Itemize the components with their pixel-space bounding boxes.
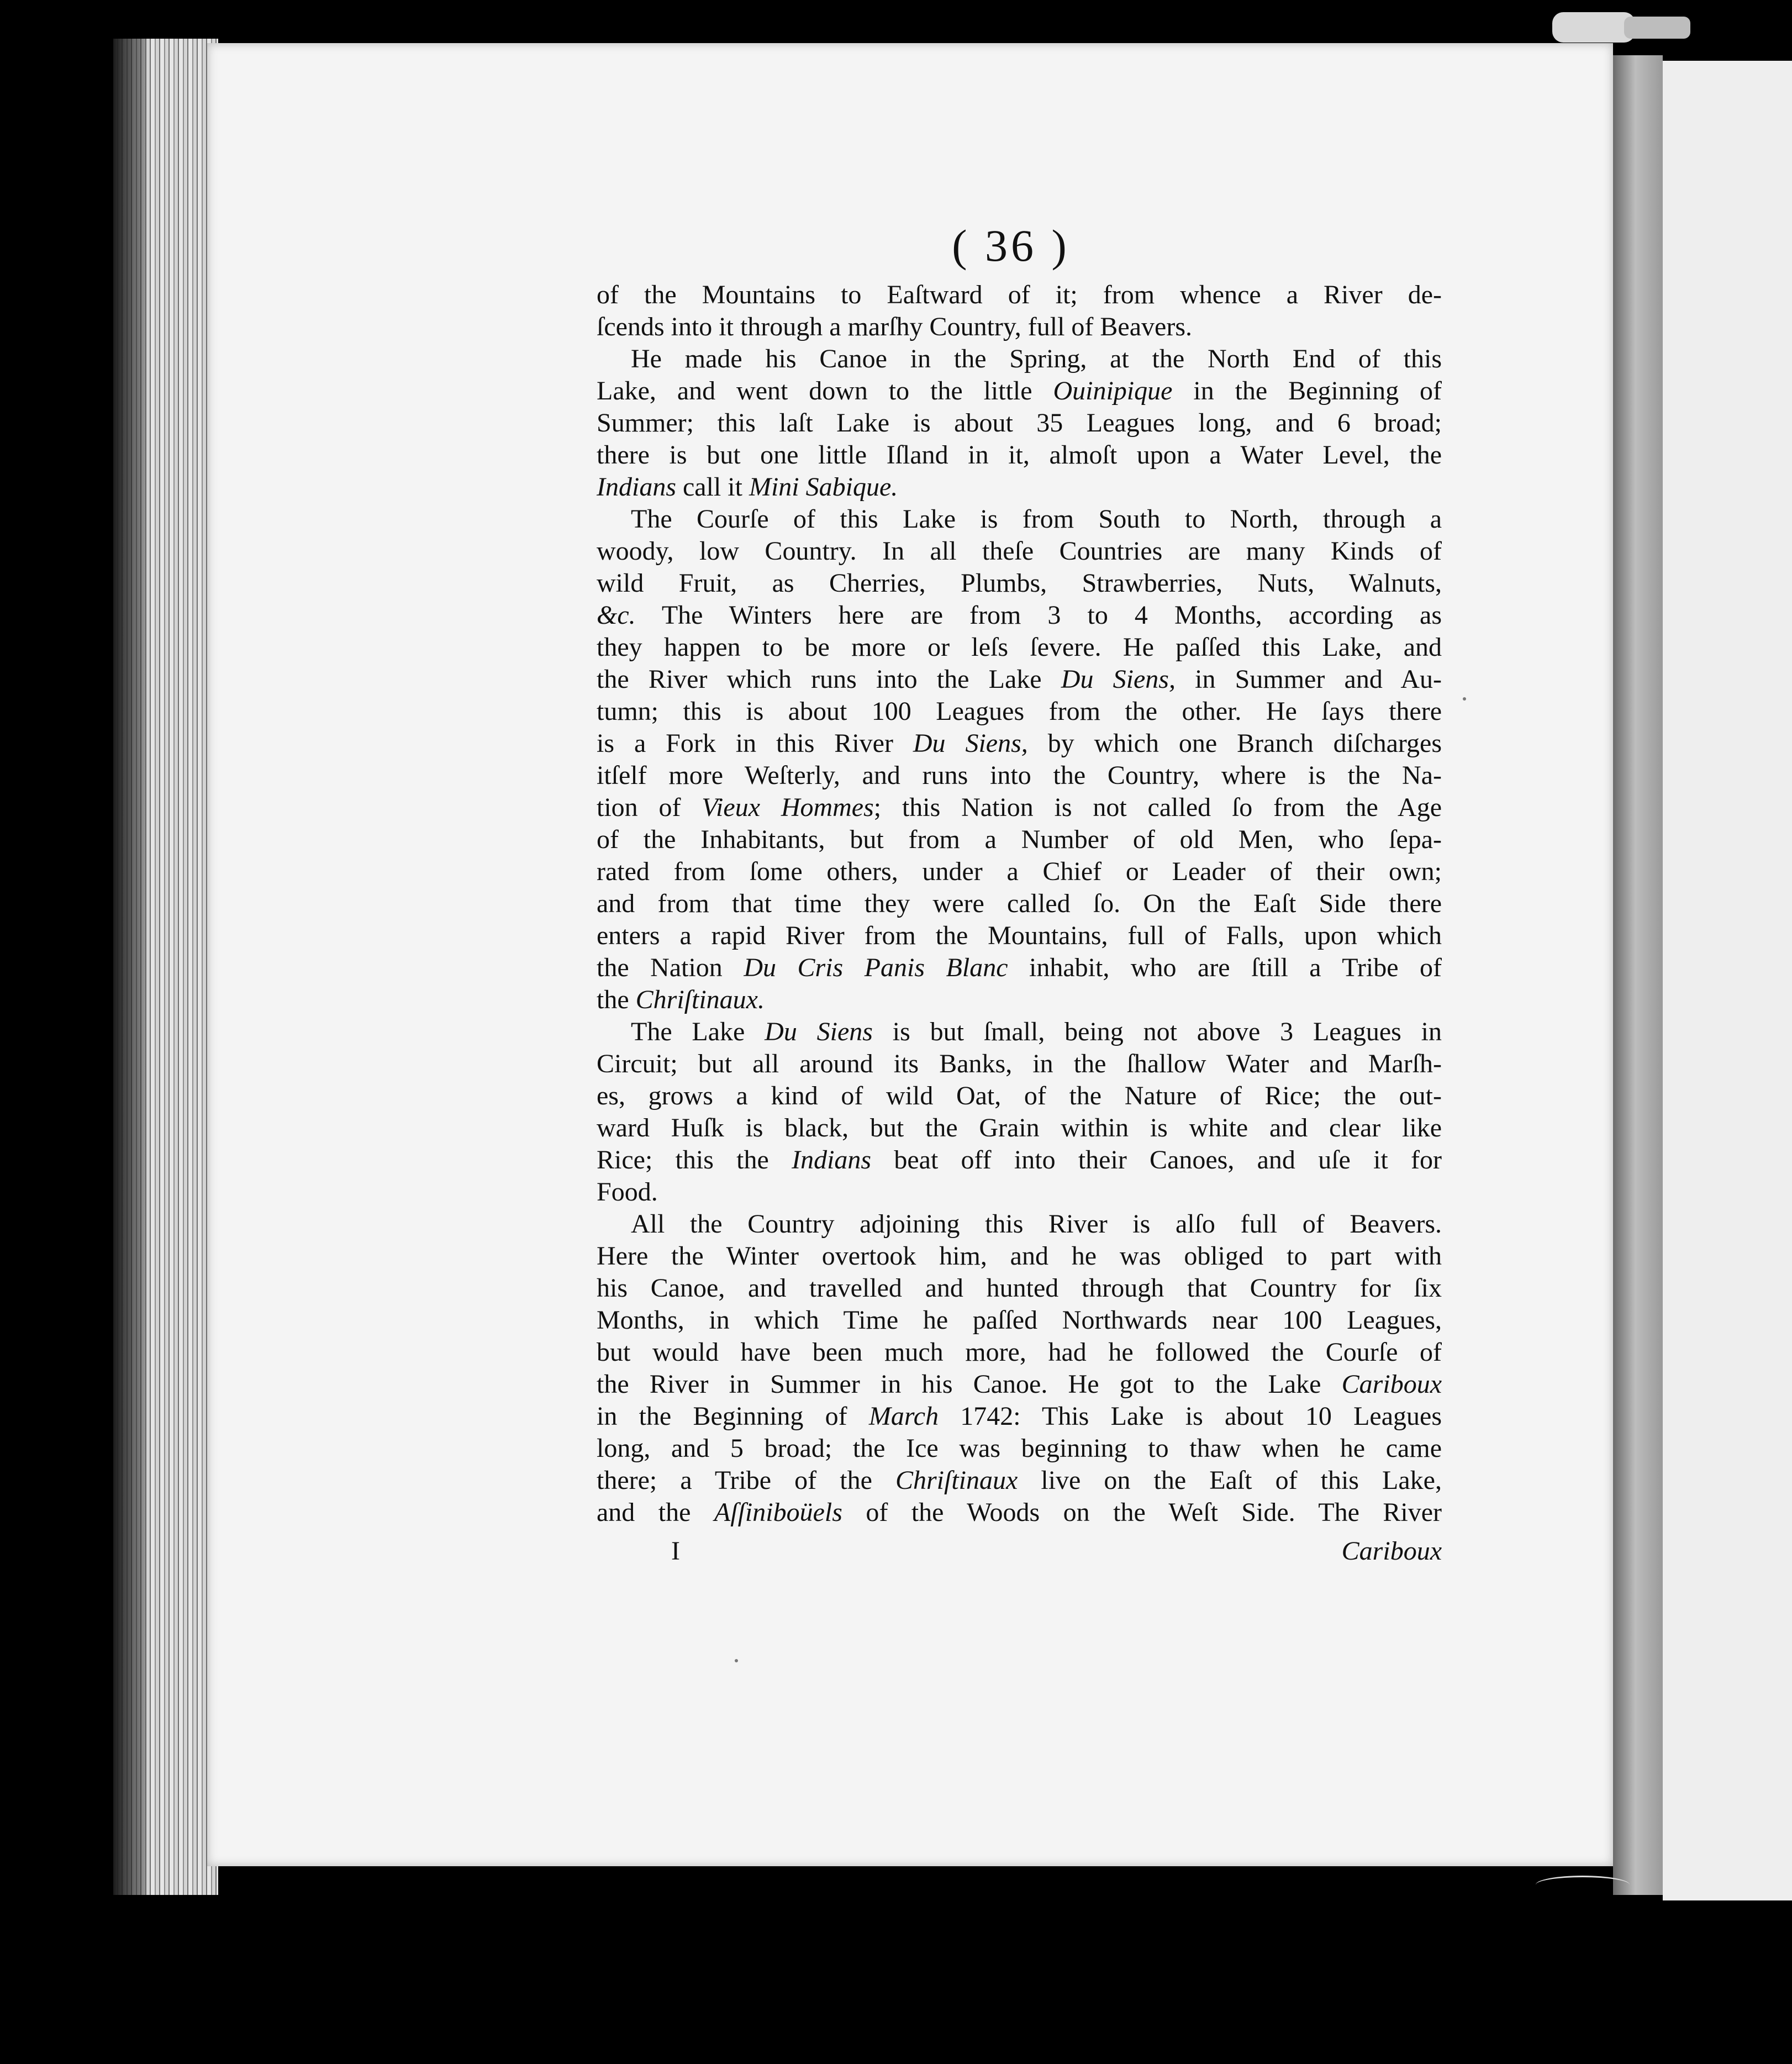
text-span: beat off into their Canoes, and uſe it for <box>871 1145 1442 1175</box>
text-span: by which one Branch diſcharges <box>1027 729 1442 758</box>
text-line <box>597 503 1442 535</box>
text-line <box>597 664 1442 696</box>
text-span: Summer; this laſt Lake is about 35 Leagues long, and 6 broad; <box>597 408 1442 438</box>
text-span: his Canoe, and travelled and hunted through that Country for ſix <box>597 1273 1442 1303</box>
text-span: the River which runs into the Lake <box>597 665 1061 694</box>
scan-mark <box>1536 1876 1630 1894</box>
text-span: Rice; this the <box>597 1145 792 1175</box>
text-span: live on the Eaſt of this Lake, <box>1018 1466 1442 1495</box>
text-line <box>597 1240 1442 1272</box>
text-line <box>597 1144 1442 1176</box>
text-span: tumn; this is about 100 Leagues from the other. He ſays there <box>597 697 1442 726</box>
text-line <box>597 407 1442 439</box>
text-line <box>597 1400 1442 1433</box>
italic-text: Du Cris Panis Blanc <box>744 953 1008 982</box>
body-text <box>597 279 1442 1529</box>
text-line <box>597 1176 1442 1208</box>
text-span: is but ſmall, being not above 3 Leagues in <box>872 1017 1442 1046</box>
text-line <box>597 1465 1442 1497</box>
scan-smudge <box>1624 17 1690 39</box>
italic-text: Indians <box>597 472 676 502</box>
text-span: in Summer and Au- <box>1175 665 1442 694</box>
italic-text: Aſſiniboüels <box>714 1498 842 1527</box>
text-span: The Courſe of this Lake is from South to North, through a <box>631 504 1442 534</box>
text-span: and from that time they were called ſo. On the Eaſt Side there <box>597 889 1442 918</box>
facing-page-fragment <box>1663 61 1792 1900</box>
text-line <box>597 1304 1442 1336</box>
text-line <box>597 760 1442 792</box>
text-span: inhabit, who are ſtill a Tribe of <box>1008 953 1442 982</box>
text-span: enters a rapid River from the Mountains, full of Falls, upon which <box>597 921 1442 950</box>
text-line <box>597 1016 1442 1048</box>
text-span: All the Country adjoining this River is alſo full of Beavers. <box>631 1209 1442 1239</box>
scan-smudge <box>1552 12 1635 43</box>
text-span: Circuit; but all around its Banks, in the ſhallow Water and Marſh- <box>597 1049 1442 1078</box>
italic-text: Ouinipique <box>1053 376 1173 406</box>
text-line <box>597 375 1442 407</box>
text-line <box>597 952 1442 984</box>
text-span: of the Mountains to Eaſtward of it; from whence a River de- <box>597 280 1442 309</box>
text-span: the River in Summer in his Canoe. He got to the Lake <box>597 1370 1342 1399</box>
italic-text: Cariboux <box>1341 1370 1442 1399</box>
text-span: ſcends into it through a marſhy Country, full of Beavers. <box>597 312 1193 341</box>
text-span: they happen to be more or leſs ſevere. He paſſed this Lake, and <box>597 633 1442 662</box>
italic-text: Chriſtinaux <box>895 1466 1018 1495</box>
italic-text: Du Siens <box>765 1017 873 1046</box>
text-span: is a Fork in this River <box>597 729 913 758</box>
text-line <box>597 696 1442 728</box>
italic-text: Chriſtinaux. <box>635 985 765 1014</box>
text-span: Here the Winter overtook him, and he was obliged to part with <box>597 1241 1442 1271</box>
text-span: itſelf more Weſterly, and runs into the Country, where is the Na- <box>597 761 1442 790</box>
text-span: The Lake <box>631 1017 765 1046</box>
text-line <box>597 1208 1442 1240</box>
text-span: Lake, and went down to the little <box>597 376 1053 406</box>
text-span: call it <box>676 472 749 502</box>
text-span: in the Beginning of <box>597 1402 869 1431</box>
ink-speck <box>735 1659 738 1662</box>
text-line <box>597 1080 1442 1112</box>
text-line <box>597 792 1442 824</box>
text-span: The Winters here are from 3 to 4 Months, according as <box>635 601 1442 630</box>
text-span: tion of <box>597 793 702 822</box>
text-span: of the Inhabitants, but from a Number of old Men, who ſepa- <box>597 825 1442 854</box>
text-span: there; a Tribe of the <box>597 1466 895 1495</box>
binding-shadow <box>113 39 146 1895</box>
catchword: Cariboux <box>1341 1536 1442 1566</box>
text-span: es, grows a kind of wild Oat, of the Nature of Rice; the out- <box>597 1081 1442 1110</box>
text-line <box>597 343 1442 375</box>
text-line <box>597 567 1442 599</box>
text-span: 1742: This Lake is about 10 Leagues <box>939 1402 1442 1431</box>
text-span: but would have been much more, had he followed the Courſe of <box>597 1338 1442 1367</box>
text-span: wild Fruit, as Cherries, Plumbs, Strawberries, Nuts, Walnuts, <box>597 568 1442 598</box>
text-line <box>597 728 1442 760</box>
text-line <box>597 888 1442 920</box>
text-line <box>597 920 1442 952</box>
ink-speck <box>1463 697 1466 701</box>
text-span: the <box>597 985 636 1014</box>
italic-text: March <box>868 1402 939 1431</box>
text-line <box>597 1497 1442 1529</box>
text-span: ward Huſk is black, but the Grain within is white and clear like <box>597 1113 1442 1142</box>
right-page-edge <box>1613 55 1663 1895</box>
text-span: in the Beginning of <box>1172 376 1442 406</box>
italic-text: Du Siens, <box>1061 665 1176 694</box>
italic-text: Vieux Hommes <box>702 793 874 822</box>
text-span: and the <box>597 1498 714 1527</box>
page-number: ( 36 ) <box>952 220 1070 271</box>
text-span: Food. <box>597 1177 658 1207</box>
text-span: Months, in which Time he paſſed Northwards near 100 Leagues, <box>597 1305 1442 1335</box>
signature-mark: I <box>671 1536 680 1566</box>
text-span: rated from ſome others, under a Chief or Leader of their own; <box>597 857 1442 886</box>
text-span: woody, low Country. In all theſe Countries are many Kinds of <box>597 536 1442 566</box>
text-span: long, and 5 broad; the Ice was beginning to thaw when he came <box>597 1434 1442 1463</box>
text-line <box>597 856 1442 888</box>
text-line <box>597 599 1442 631</box>
text-line <box>597 984 1442 1016</box>
text-line <box>597 1433 1442 1465</box>
text-line <box>597 824 1442 856</box>
italic-text: Du Siens, <box>913 729 1028 758</box>
text-span: ; this Nation is not called ſo from the Age <box>873 793 1442 822</box>
italic-text: Indians <box>792 1145 872 1175</box>
text-line <box>597 1368 1442 1400</box>
italic-text: Mini Sabique. <box>749 472 898 502</box>
text-line <box>597 439 1442 471</box>
text-span: of the Woods on the Weſt Side. The River <box>842 1498 1442 1527</box>
text-line <box>597 279 1442 311</box>
italic-text: &c. <box>597 601 636 630</box>
text-span: there is but one little Iſland in it, almoſt upon a Water Level, the <box>597 440 1442 470</box>
text-line <box>597 1272 1442 1304</box>
text-line <box>597 471 1442 503</box>
text-line <box>597 1336 1442 1368</box>
text-line <box>597 535 1442 567</box>
text-line <box>597 1048 1442 1080</box>
text-span: He made his Canoe in the Spring, at the North End of this <box>631 344 1442 373</box>
text-line <box>597 311 1442 343</box>
text-span: the Nation <box>597 953 744 982</box>
text-line <box>597 631 1442 664</box>
text-line <box>597 1112 1442 1144</box>
